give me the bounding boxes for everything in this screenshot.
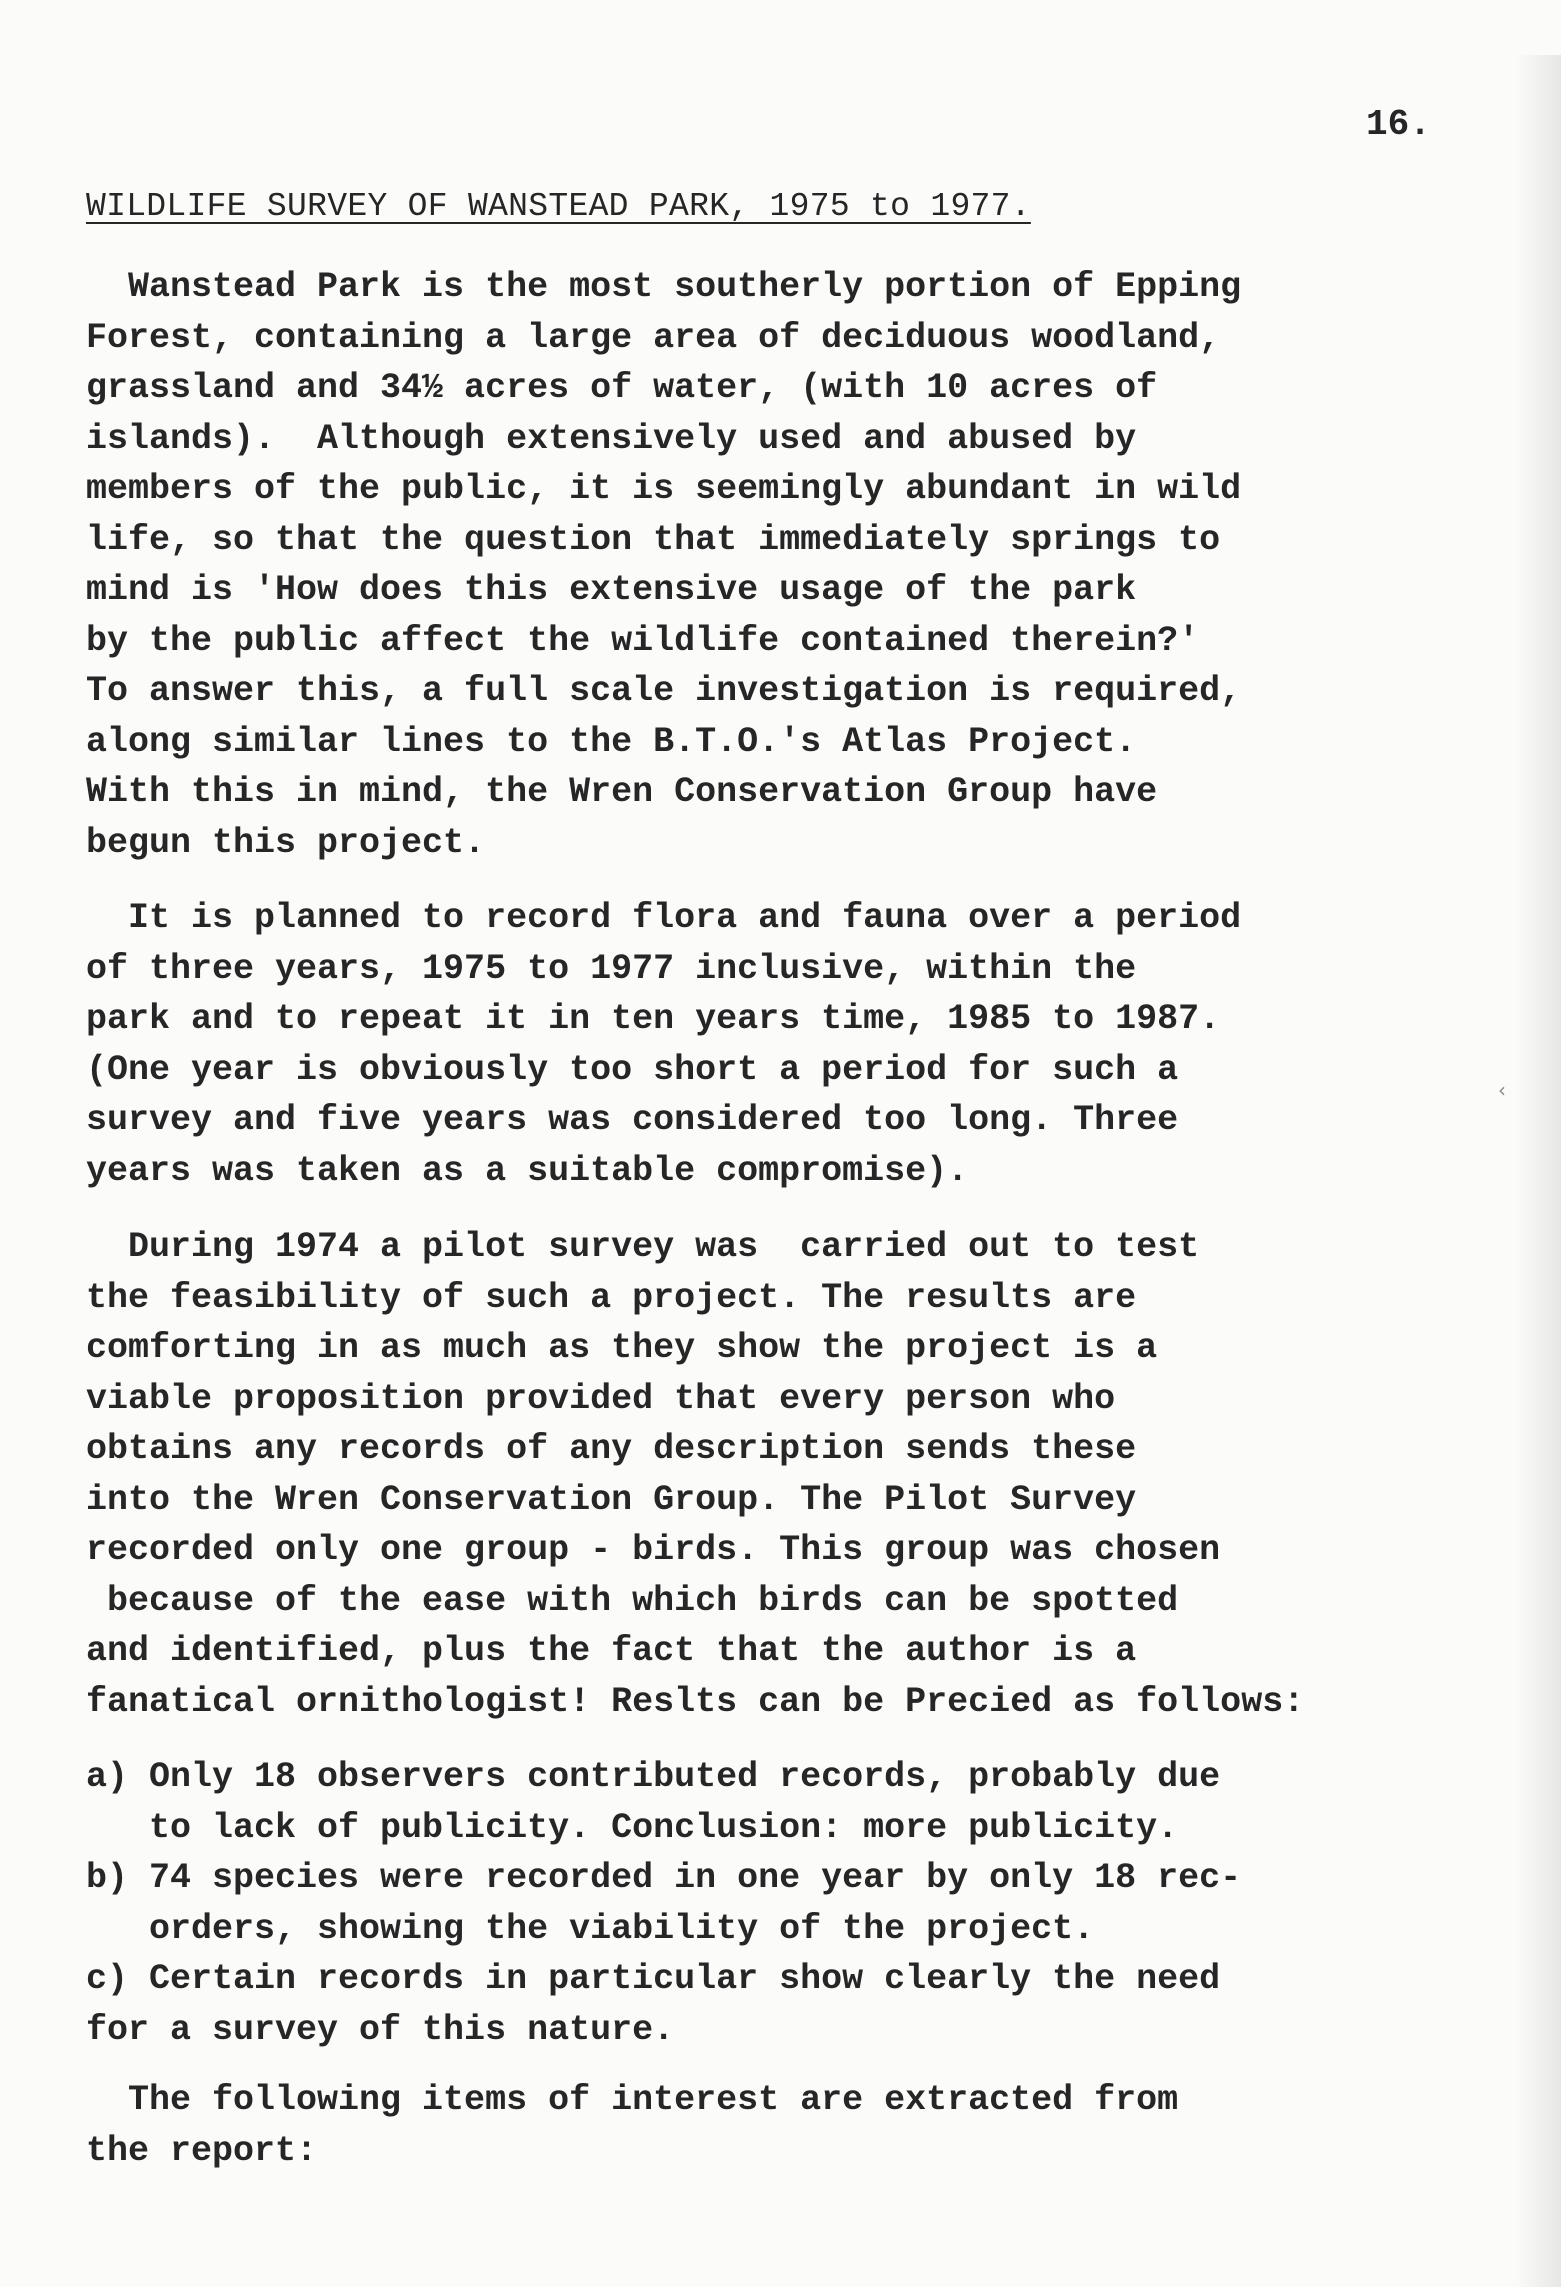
text-line: because of the ease with which birds can be spotted: [86, 1580, 1179, 1621]
text-line: (One year is obviously too short a period for such a: [86, 1049, 1179, 1090]
text-line: life, so that the question that immediately springs to: [86, 519, 1221, 560]
text-line: into the Wren Conservation Group. The Pilot Survey: [86, 1479, 1137, 1520]
text-line: comforting in as much as they show the project is a: [86, 1328, 1158, 1368]
text-line: by the public affect the wildlife contained therein?': [86, 620, 1200, 661]
text-line: survey and five years was considered too long. Three: [86, 1100, 1179, 1140]
text-line: members of the public, it is seemingly abundant in wild: [86, 469, 1242, 509]
results-list: [86, 1752, 1241, 2055]
stray-ink-mark: ‹: [1498, 1078, 1506, 1102]
text-line: With this in mind, the Wren Conservation Group have: [86, 772, 1158, 812]
text-line: recorded only one group - birds. This group was chosen: [86, 1530, 1221, 1570]
document-title: WILDLIFE SURVEY OF WANSTEAD PARK, 1975 to 1977.: [86, 188, 1031, 225]
text-line: Forest, containing a large area of deciduous woodland,: [86, 317, 1221, 358]
text-line: the report:: [86, 2130, 318, 2171]
list-item-continuation: to lack of publicity. Conclusion: more publicity.: [86, 1807, 1179, 1848]
paragraph-pilot-survey: [86, 1222, 1304, 1727]
text-line: park and to repeat it in ten years time, 1985 to 1987.: [86, 999, 1221, 1039]
list-item: b) 74 species were recorded in one year by only 18 rec-: [86, 1858, 1242, 1898]
list-item: c) Certain records in particular show clearly the need: [86, 1959, 1221, 1999]
paragraph-plan: [86, 893, 1241, 1196]
text-line: of three years, 1975 to 1977 inclusive, within the: [86, 948, 1137, 989]
text-line: viable proposition provided that every person who: [86, 1378, 1116, 1419]
text-line: obtains any records of any description sends these: [86, 1429, 1137, 1469]
text-line: grassland and 34½ acres of water, (with 10 acres of: [86, 368, 1158, 408]
list-item-continuation: orders, showing the viability of the project.: [86, 1908, 1095, 1949]
list-item-continuation: for a survey of this nature.: [86, 2009, 675, 2050]
text-line: Wanstead Park is the most southerly portion of Epping: [86, 267, 1242, 307]
page-edge-shadow: [1516, 55, 1561, 2287]
text-line: mind is 'How does this extensive usage of the park: [86, 570, 1137, 610]
list-item: a) Only 18 observers contributed records, probably due: [86, 1757, 1221, 1797]
text-line: To answer this, a full scale investigation is required,: [86, 671, 1242, 711]
text-line: years was taken as a suitable compromise).: [86, 1150, 969, 1191]
text-line: and identified, plus the fact that the author is a: [86, 1631, 1137, 1671]
text-line: fanatical ornithologist! Reslts can be Precied as follows:: [86, 1681, 1305, 1722]
text-line: It is planned to record flora and fauna over a period: [86, 898, 1242, 938]
text-line: along similar lines to the B.T.O.'s Atlas Project.: [86, 721, 1137, 762]
page-number: 16.: [1366, 104, 1431, 145]
text-line: During 1974 a pilot survey was carried out to test: [86, 1227, 1200, 1267]
text-line: islands). Although extensively used and abused by: [86, 418, 1137, 459]
text-line: The following items of interest are extracted from: [86, 2080, 1179, 2120]
paragraph-closing: [86, 2075, 1178, 2176]
paragraph-introduction: [86, 262, 1241, 868]
text-line: begun this project.: [86, 822, 486, 863]
text-line: the feasibility of such a project. The results are: [86, 1277, 1137, 1318]
